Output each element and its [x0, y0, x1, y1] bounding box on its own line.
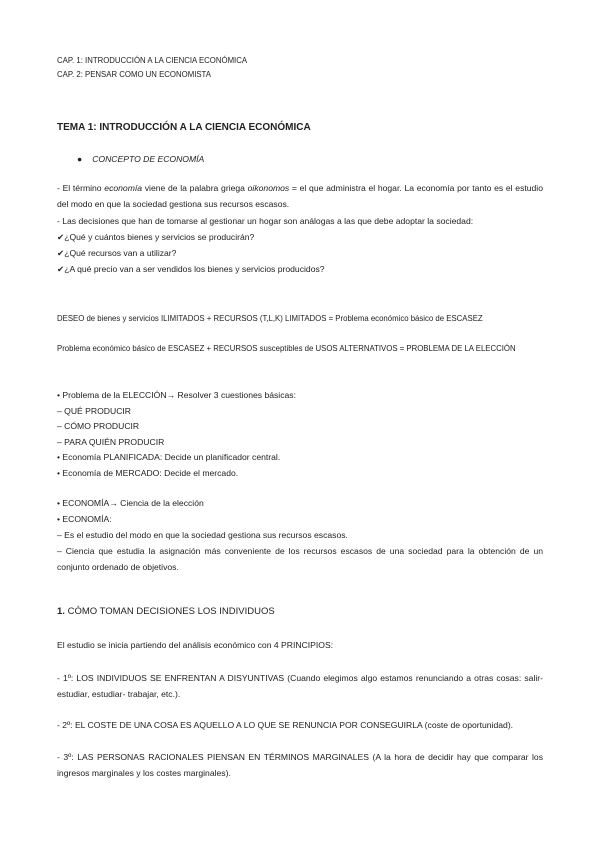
check-item: ✔¿Qué y cuántos bienes y servicios se producirán?	[57, 231, 255, 242]
section-bullet-label: CONCEPTO DE ECONOMÍA	[92, 154, 205, 164]
list-item: • Economía de MERCADO: Decide el mercado.	[57, 467, 239, 478]
principle-3: - 3º: LAS PERSONAS RACIONALES PIENSAN EN TÉRMINOS MARGINALES (A la hora de decidir hay que comparar los ingresos marginales y los costes marginales).	[57, 752, 543, 779]
list-item: • ECONOMÍA:	[57, 514, 112, 524]
intro-paragraph-2: - Las decisiones que han de tomarse al gestionar un hogar son análogas a las que debe adoptar la sociedad:	[57, 215, 474, 226]
list-item: – CÓMO PRODUCIR	[57, 421, 140, 431]
check-icon: ✔	[57, 248, 65, 259]
intro-paragraph-1: - El término economía viene de la palabra griega oikonomos = el que administra el hogar. La economía por tanto es el estudio del modo en que la sociedad gestiona sus recursos escasos.	[57, 183, 543, 210]
equation-scarcity: DESEO de bienes y servicios ILIMITADOS + RECURSOS (T,L,K) LIMITADOS = Problema económico básico de ESCASEZ	[57, 314, 483, 323]
list-item: – QUÉ PRODUCIR	[57, 405, 132, 416]
section-bullet: ● CONCEPTO DE ECONOMÍA	[77, 154, 205, 164]
list-item: • Economía PLANIFICADA: Decide un planificador central.	[57, 452, 281, 462]
principle-2: - 2º: EL COSTE DE UNA COSA ES AQUELLO A LO QUE SE RENUNCIA POR CONSEGUIRLA (coste de oportunidad).	[57, 720, 514, 730]
check-icon: ✔	[57, 231, 65, 242]
table-of-contents	[57, 54, 543, 82]
check-item: ✔¿Qué recursos van a utilizar?	[57, 248, 177, 259]
choice-list	[57, 388, 543, 481]
check-icon: ✔	[57, 264, 65, 275]
toc-item: CAP. 1: INTRODUCCIÓN A LA CIENCIA ECONÓMICA	[57, 56, 248, 65]
economy-definition-list	[57, 495, 543, 575]
check-item: ✔¿A qué precio van a ser vendidos los bienes y servicios producidos?	[57, 264, 325, 275]
list-item: – Ciencia que estudia la asignación más conveniente de los recursos escasos de una sociedad para la obtención de un conjunto ordenado de objetivos.	[57, 546, 543, 572]
principle-1: - 1º: LOS INDIVIDUOS SE ENFRENTAN A DISYUNTIVAS (Cuando elegimos algo estamos renunciando a otras cosas: salir- estudiar, estudiar- trabajar, etc.).	[57, 673, 543, 700]
section-intro: El estudio se inicia partiendo del análisis económico con 4 PRINCIPIOS:	[57, 640, 334, 650]
list-item: • Problema de la ELECCIÓN→ Resolver 3 cuestiones básicas:	[57, 390, 296, 400]
list-item: – PARA QUIÉN PRODUCIR	[57, 436, 165, 447]
intro-block	[57, 180, 543, 278]
page-title: TEMA 1: INTRODUCCIÓN A LA CIENCIA ECONÓMICA	[57, 122, 311, 133]
list-item: – Es el estudio del modo en que la sociedad gestiona sus recursos escasos.	[57, 530, 348, 540]
equation-choice: Problema económico básico de ESCASEZ + RECURSOS susceptibles de USOS ALTERNATIVOS = PROBLEMA DE LA ELECCIÓN	[57, 344, 516, 353]
section-heading: 1. CÓMO TOMAN DECISIONES LOS INDIVIDUOS	[57, 606, 275, 617]
list-item: • ECONOMÍA→ Ciencia de la elección	[57, 498, 204, 508]
toc-item: CAP. 2: PENSAR COMO UN ECONOMISTA	[57, 70, 211, 79]
